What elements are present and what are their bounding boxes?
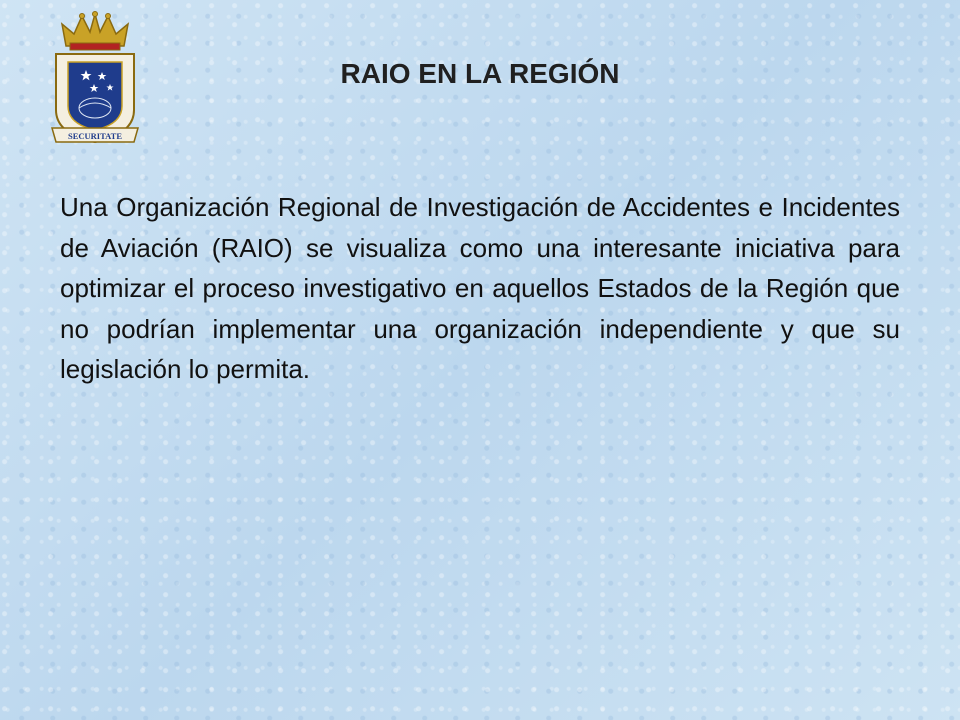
emblem-motto: SECURITATE xyxy=(67,131,123,141)
slide-title: RAIO EN LA REGIÓN xyxy=(340,58,620,89)
crown-icon xyxy=(62,12,128,51)
slide-body-paragraph: Una Organización Regional de Investigación de Accidentes e Incidentes de Aviación (RAIO) se visualiza como una interesante iniciativa para optimizar el proceso investigativo en aquellos Estados de la Región que no podrían implementar una organización independiente y que su legislación lo permita. xyxy=(60,192,900,384)
dgac-emblem-icon xyxy=(48,10,142,150)
